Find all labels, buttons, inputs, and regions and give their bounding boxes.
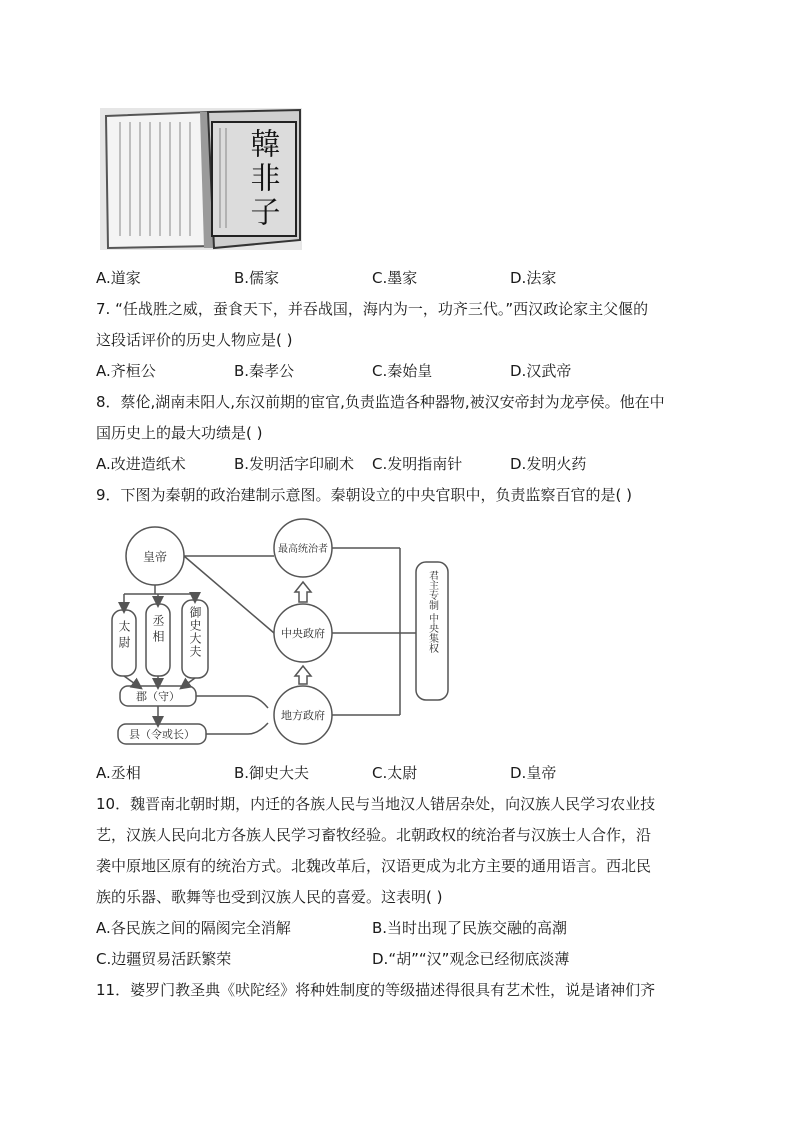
q7-option-a[interactable]: A.齐桓公 (96, 362, 156, 380)
q11-stem-line-1: 11．婆罗门教圣典《吠陀经》将种姓制度的等级描述得很具有艺术性，说是诸神们齐 (96, 981, 656, 999)
diagram-local-label: 地方政府 (281, 709, 325, 722)
q10-stem-line-1: 10．魏晋南北朝时期，内迁的各族人民与当地汉人错居杂处，向汉族人民学习农业技 (96, 795, 656, 813)
q8-stem-line-2: 国历史上的最大功绩是( ) (96, 424, 263, 442)
q9-option-a[interactable]: A.丞相 (96, 764, 141, 782)
diagram-emperor-label: 皇帝 (142, 550, 168, 564)
q9-stem-line-1: 9．下图为秦朝的政治建制示意图。秦朝设立的中央官职中，负责监察百官的是( ) (96, 486, 633, 504)
q10-stem-line-3: 袭中原地区原有的统治方式。北魏改革后，汉语更成为北方主要的通用语言。西北民 (96, 857, 652, 875)
diagram-system-label: 君主专制 中央集权 (426, 570, 438, 654)
q9-option-b[interactable]: B.御史大夫 (234, 764, 310, 782)
q7-option-d[interactable]: D.汉武帝 (510, 362, 572, 380)
q8-stem-line-1: 8．蔡伦,湖南耒阳人,东汉前期的宦官,负责监造各种器物,被汉安帝封为龙亭侯。他在中 (96, 393, 665, 411)
q8-option-b[interactable]: B.发明活字印刷术 (234, 455, 355, 473)
book-photo (100, 108, 302, 250)
q7-stem-line-1: 7. “任战胜之威，蚕食天下，并吞战国，海内为一，功齐三代。”西汉政论家主父偃的 (96, 300, 649, 318)
q6-option-d[interactable]: D.法家 (510, 269, 557, 287)
q8-option-a[interactable]: A.改进造纸术 (96, 455, 186, 473)
q10-option-b[interactable]: B.当时出现了民族交融的高潮 (372, 919, 568, 937)
diagram-yushi-label: 御史大夫 (188, 606, 202, 658)
book-cover-title: 韓非子 (244, 128, 280, 230)
q10-option-c[interactable]: C.边疆贸易活跃繁荣 (96, 950, 232, 968)
diagram-central-label: 中央政府 (281, 627, 325, 640)
q6-option-c[interactable]: C.墨家 (372, 269, 418, 287)
q10-stem-line-2: 艺，汉族人民向北方各族人民学习畜牧经验。北朝政权的统治者与汉族士人合作，沿 (96, 826, 652, 844)
q10-option-d[interactable]: D.“胡”“汉”观念已经彻底淡薄 (372, 950, 570, 968)
diagram-taiwei-label: 太尉 (117, 620, 131, 652)
q7-option-c[interactable]: C.秦始皇 (372, 362, 433, 380)
q10-stem-line-4: 族的乐器、歌舞等也受到汉族人民的喜爱。这表明( ) (96, 888, 443, 906)
q8-option-c[interactable]: C.发明指南针 (372, 455, 463, 473)
diagram-jun-label: 郡（守） (136, 690, 180, 703)
q7-stem-line-2: 这段话评价的历史人物应是( ) (96, 331, 293, 349)
qin-political-system-diagram (98, 518, 458, 754)
q8-option-d[interactable]: D.发明火药 (510, 455, 587, 473)
q9-option-d[interactable]: D.皇帝 (510, 764, 557, 782)
q7-option-b[interactable]: B.秦孝公 (234, 362, 295, 380)
q9-option-c[interactable]: C.太尉 (372, 764, 418, 782)
q10-option-a[interactable]: A.各民族之间的隔阂完全消解 (96, 919, 291, 937)
q6-option-a[interactable]: A.道家 (96, 269, 141, 287)
q6-option-b[interactable]: B.儒家 (234, 269, 280, 287)
diagram-chengxiang-label: 丞相 (151, 614, 165, 646)
diagram-xian-label: 县（令或长） (129, 728, 195, 741)
diagram-ruler-label: 最高统治者 (278, 544, 328, 555)
